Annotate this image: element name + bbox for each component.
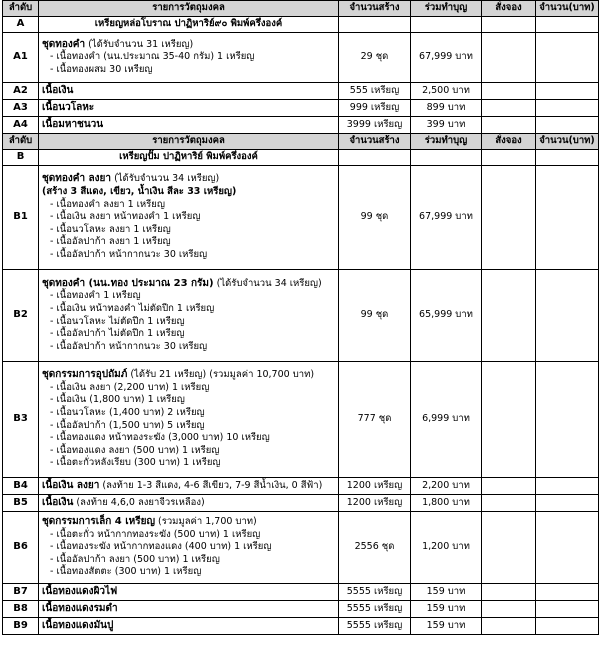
order-cell[interactable] xyxy=(482,166,536,270)
item-code: B2 xyxy=(3,270,39,362)
amount-cell[interactable] xyxy=(536,100,599,117)
item-price: 6,999 บาท xyxy=(411,362,482,478)
item-title-line xyxy=(42,119,335,132)
column-header: ร่วมทำบุญ xyxy=(411,134,482,150)
item-quantity: 3999 เหรียญ xyxy=(339,117,411,134)
item-code: B9 xyxy=(3,618,39,635)
item-component-line: - เนื้อทองแดง หน้าทองระฆัง (3,000 บาท) 10 เหรียญ xyxy=(50,432,270,444)
item-description xyxy=(39,478,339,495)
amount-cell[interactable] xyxy=(536,478,599,495)
column-header: จำนวนสร้าง xyxy=(339,134,411,150)
item-title: เนื้อเงิน xyxy=(42,84,74,96)
order-cell[interactable] xyxy=(482,478,536,495)
item-title: ชุดทองคำ xyxy=(42,38,86,50)
item-row xyxy=(3,117,599,134)
empty-cell xyxy=(339,150,411,166)
item-row xyxy=(3,512,599,584)
order-cell[interactable] xyxy=(482,584,536,601)
item-component-line: - เนื้อทองคำ 1 เหรียญ xyxy=(50,290,141,302)
item-title: เนื้อมหาชนวน xyxy=(42,118,104,130)
item-title: ชุดทองคำ (นน.ทอง ประมาณ 23 กรัม) xyxy=(42,277,214,289)
item-price: 67,999 บาท xyxy=(411,166,482,270)
amount-cell[interactable] xyxy=(536,601,599,618)
item-row xyxy=(3,270,599,362)
item-price: 2,500 บาท xyxy=(411,83,482,100)
item-component-line: - เนื้อทองคำ (นน.ประมาณ 35-40 กรัม) 1 เหรียญ xyxy=(50,51,255,63)
item-price: 2,200 บาท xyxy=(411,478,482,495)
section-title: เหรียญปั๊ม ปาฏิหาริย์ พิมพ์ครึ่งองค์ xyxy=(39,150,339,166)
column-header: สั่งจอง xyxy=(482,134,536,150)
item-description xyxy=(39,33,339,83)
item-title: เนื้อทองแดงรมดำ xyxy=(42,602,118,614)
column-header: สั่งจอง xyxy=(482,1,536,17)
item-component-line: - เนื้อนวโลหะ ลงยา 1 เหรียญ xyxy=(50,223,171,235)
item-title-line xyxy=(42,497,335,510)
column-header: ลำดับ xyxy=(3,1,39,17)
item-code: B6 xyxy=(3,512,39,584)
empty-cell xyxy=(339,17,411,33)
amount-cell[interactable] xyxy=(536,166,599,270)
item-component-line: - เนื้อทองผสม 30 เหรียญ xyxy=(50,63,153,75)
item-description xyxy=(39,362,339,478)
section-row xyxy=(3,17,599,33)
empty-cell xyxy=(482,150,536,166)
order-cell[interactable] xyxy=(482,117,536,134)
item-row xyxy=(3,584,599,601)
item-row xyxy=(3,618,599,635)
amount-cell[interactable] xyxy=(536,584,599,601)
order-cell[interactable] xyxy=(482,601,536,618)
item-title-line xyxy=(42,102,335,115)
item-title: เนื้อเงิน xyxy=(42,496,74,508)
item-title: เนื้อเงิน ลงยา xyxy=(42,479,100,491)
item-quantity: 5555 เหรียญ xyxy=(339,601,411,618)
item-component-line: - เนื้อตะกั่วหลังเรียบ (300 บาท) 1 เหรียญ xyxy=(50,457,221,469)
order-cell[interactable] xyxy=(482,495,536,512)
item-title-line xyxy=(42,480,335,493)
item-note: (ได้รับจำนวน 31 เหรียญ) xyxy=(85,38,194,50)
amount-cell[interactable] xyxy=(536,83,599,100)
item-row xyxy=(3,478,599,495)
item-code: A2 xyxy=(3,83,39,100)
item-title-line xyxy=(42,516,335,529)
order-cell[interactable] xyxy=(482,100,536,117)
item-description xyxy=(39,512,339,584)
order-cell[interactable] xyxy=(482,512,536,584)
column-header: จำนวน(บาท) xyxy=(536,134,599,150)
item-description xyxy=(39,584,339,601)
amount-cell[interactable] xyxy=(536,270,599,362)
item-code: B5 xyxy=(3,495,39,512)
item-code: B1 xyxy=(3,166,39,270)
item-price: 899 บาท xyxy=(411,100,482,117)
item-quantity: 2556 ชุด xyxy=(339,512,411,584)
section-code: A xyxy=(3,17,39,33)
empty-cell xyxy=(536,150,599,166)
amount-cell[interactable] xyxy=(536,618,599,635)
item-title-line xyxy=(42,369,335,382)
item-code: A3 xyxy=(3,100,39,117)
column-header: ลำดับ xyxy=(3,134,39,150)
item-component-line: - เนื้อทองสัตตะ (300 บาท) 1 เหรียญ xyxy=(50,566,202,578)
item-title: ชุดกรรมการอุปถัมภ์ xyxy=(42,369,128,381)
item-code: A1 xyxy=(3,33,39,83)
item-component-line: - เนื้อเงิน หน้าทองคำ ไม่ตัดปีก 1 เหรียญ xyxy=(50,302,215,314)
empty-cell xyxy=(411,150,482,166)
column-header-row xyxy=(3,1,599,17)
item-title-line xyxy=(42,173,335,186)
item-row xyxy=(3,33,599,83)
empty-cell xyxy=(482,17,536,33)
item-title-line xyxy=(42,85,335,98)
item-note: (ลงท้าย 4,6,0 ลงยาจีวรเหลือง) xyxy=(73,496,205,508)
item-component-line: - เนื้อตะกั่ว หน้ากากทองระฆัง (500 บาท) 1 เหรียญ xyxy=(50,528,261,540)
item-price: 1,800 บาท xyxy=(411,495,482,512)
item-component-line: - เนื้ออัลปาก้า (1,500 บาท) 5 เหรียญ xyxy=(50,419,205,431)
item-code: B4 xyxy=(3,478,39,495)
section-title: เหรียญหล่อโบราณ ปาฏิหาริย์๙๐ พิมพ์ครึ่งองค์ xyxy=(39,17,339,33)
amount-cell[interactable] xyxy=(536,512,599,584)
item-quantity: 1200 เหรียญ xyxy=(339,478,411,495)
item-title-line xyxy=(42,278,335,291)
order-cell[interactable] xyxy=(482,362,536,478)
item-note: (รวมมูลค่า 1,700 บาท) xyxy=(155,516,257,528)
item-component-line: - เนื้อทองระฆัง หน้ากากทองแดง (400 บาท) 1 เหรียญ xyxy=(50,541,272,553)
section-code: B xyxy=(3,150,39,166)
column-header: รายการวัตถุมงคล xyxy=(39,134,339,150)
item-extra-note: (สร้าง 3 สีแดง, เขียว, น้ำเงิน สีละ 33 เหรียญ) xyxy=(42,186,237,198)
item-component-line: - เนื้อนวโลหะ ไม่ตัดปีก 1 เหรียญ xyxy=(50,315,185,327)
item-component-line: - เนื้ออัลปาก้า หน้ากากนวะ 30 เหรียญ xyxy=(50,248,208,260)
order-cell[interactable] xyxy=(482,83,536,100)
item-price: 159 บาท xyxy=(411,601,482,618)
item-code: A4 xyxy=(3,117,39,134)
item-title-line xyxy=(42,620,335,633)
item-row xyxy=(3,601,599,618)
amount-cell[interactable] xyxy=(536,362,599,478)
order-cell[interactable] xyxy=(482,33,536,83)
item-title: เนื้อทองแดงผิวไฟ xyxy=(42,585,118,597)
item-description xyxy=(39,495,339,512)
order-cell[interactable] xyxy=(482,618,536,635)
item-quantity: 1200 เหรียญ xyxy=(339,495,411,512)
empty-cell xyxy=(411,17,482,33)
item-component-line: - เนื้ออัลปาก้า ไม่ตัดปีก 1 เหรียญ xyxy=(50,328,185,340)
column-header: ร่วมทำบุญ xyxy=(411,1,482,17)
empty-cell xyxy=(536,17,599,33)
item-note: (ได้รับจำนวน 34 เหรียญ) xyxy=(111,173,220,185)
item-quantity: 29 ชุด xyxy=(339,33,411,83)
item-quantity: 999 เหรียญ xyxy=(339,100,411,117)
item-note: (ได้รับจำนวน 34 เหรียญ) xyxy=(213,277,322,289)
item-row xyxy=(3,495,599,512)
item-row xyxy=(3,362,599,478)
item-description xyxy=(39,270,339,362)
item-code: B7 xyxy=(3,584,39,601)
item-note: (ลงท้าย 1-3 สีแดง, 4-6 สีเขียว, 7-9 สีน้ำเงิน, 0 สีฟ้า) xyxy=(99,479,323,491)
item-code: B8 xyxy=(3,601,39,618)
item-component-line: - เนื้อเงิน (1,800 บาท) 1 เหรียญ xyxy=(50,394,185,406)
item-component-line: - เนื้อนวโลหะ (1,400 บาท) 2 เหรียญ xyxy=(50,406,205,418)
item-price: 399 บาท xyxy=(411,117,482,134)
item-quantity: 555 เหรียญ xyxy=(339,83,411,100)
item-row xyxy=(3,83,599,100)
amount-cell[interactable] xyxy=(536,33,599,83)
item-quantity: 5555 เหรียญ xyxy=(339,584,411,601)
item-title-line xyxy=(42,39,335,52)
item-description xyxy=(39,601,339,618)
column-header-row xyxy=(3,134,599,150)
item-component-line: - เนื้ออัลปาก้า ลงยา (500 บาท) 1 เหรียญ xyxy=(50,553,220,565)
item-title-line xyxy=(42,586,335,599)
column-header: จำนวนสร้าง xyxy=(339,1,411,17)
item-row xyxy=(3,100,599,117)
item-component-line: - เนื้อทองคำ ลงยา 1 เหรียญ xyxy=(50,198,165,210)
item-price: 1,200 บาท xyxy=(411,512,482,584)
item-component-line: - เนื้ออัลปาก้า ลงยา 1 เหรียญ xyxy=(50,236,171,248)
item-description xyxy=(39,117,339,134)
item-quantity: 99 ชุด xyxy=(339,166,411,270)
item-title: ชุดกรรมการเล็ก 4 เหรียญ xyxy=(42,516,155,528)
amount-cell[interactable] xyxy=(536,117,599,134)
item-price: 159 บาท xyxy=(411,618,482,635)
item-title-line xyxy=(42,603,335,616)
item-component-line: - เนื้อทองแดง ลงยา (500 บาท) 1 เหรียญ xyxy=(50,444,220,456)
item-quantity: 777 ชุด xyxy=(339,362,411,478)
item-description xyxy=(39,166,339,270)
item-code: B3 xyxy=(3,362,39,478)
item-price: 65,999 บาท xyxy=(411,270,482,362)
item-component-line: - เนื้อเงิน ลงยา หน้าทองคำ 1 เหรียญ xyxy=(50,211,201,223)
amount-cell[interactable] xyxy=(536,495,599,512)
item-price: 67,999 บาท xyxy=(411,33,482,83)
item-price: 159 บาท xyxy=(411,584,482,601)
section-row xyxy=(3,150,599,166)
item-description xyxy=(39,83,339,100)
price-list-table xyxy=(2,0,599,635)
item-note: (ได้รับ 21 เหรียญ) (รวมมูลค่า 10,700 บาท) xyxy=(127,369,315,381)
item-component-line: - เนื้ออัลปาก้า หน้ากากนวะ 30 เหรียญ xyxy=(50,340,208,352)
item-description xyxy=(39,100,339,117)
item-component-line: - เนื้อเงิน ลงยา (2,200 บาท) 1 เหรียญ xyxy=(50,381,210,393)
item-row xyxy=(3,166,599,270)
item-title: เนื้อทองแดงมันปู xyxy=(42,619,114,631)
item-description xyxy=(39,618,339,635)
order-cell[interactable] xyxy=(482,270,536,362)
item-title: เนื้อนวโลหะ xyxy=(42,101,95,113)
column-header: รายการวัตถุมงคล xyxy=(39,1,339,17)
column-header: จำนวน(บาท) xyxy=(536,1,599,17)
item-title: ชุดทองคำ ลงยา xyxy=(42,173,112,185)
price-list-body xyxy=(3,1,599,635)
item-quantity: 99 ชุด xyxy=(339,270,411,362)
item-quantity: 5555 เหรียญ xyxy=(339,618,411,635)
